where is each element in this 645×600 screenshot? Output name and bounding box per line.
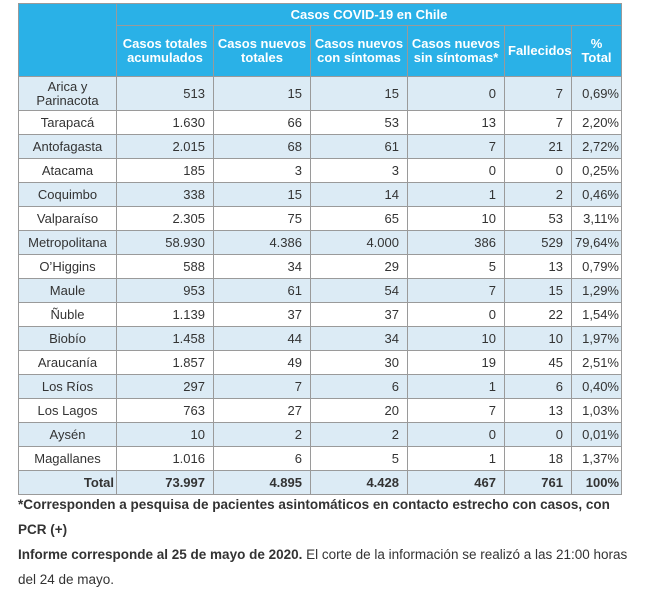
cell-pct: 79,64% xyxy=(572,231,622,255)
cell-pct: 0,79% xyxy=(572,255,622,279)
cell-fallecidos: 0 xyxy=(505,423,572,447)
cell-sin-sintomas: 0 xyxy=(408,159,505,183)
cell-pct: 2,20% xyxy=(572,111,622,135)
cell-sin-sintomas: 386 xyxy=(408,231,505,255)
region-name: Metropolitana xyxy=(19,231,117,255)
cell-acumulados: 338 xyxy=(117,183,214,207)
cell-sin-sintomas: 1 xyxy=(408,375,505,399)
region-name: Biobío xyxy=(19,327,117,351)
total-sin-sintomas: 467 xyxy=(408,471,505,495)
cell-con-sintomas: 37 xyxy=(311,303,408,327)
cell-acumulados: 588 xyxy=(117,255,214,279)
table-row xyxy=(19,183,622,207)
table-row xyxy=(19,303,622,327)
cell-con-sintomas: 53 xyxy=(311,111,408,135)
cell-con-sintomas: 3 xyxy=(311,159,408,183)
cell-acumulados: 10 xyxy=(117,423,214,447)
total-nuevos: 4.895 xyxy=(214,471,311,495)
table-row xyxy=(19,351,622,375)
cell-pct: 0,25% xyxy=(572,159,622,183)
region-name: Los Lagos xyxy=(19,399,117,423)
covid-table-container xyxy=(18,3,621,495)
table-row xyxy=(19,327,622,351)
cell-pct: 1,29% xyxy=(572,279,622,303)
table-title: Casos COVID-19 en Chile xyxy=(117,4,622,26)
cell-con-sintomas: 14 xyxy=(311,183,408,207)
cell-nuevos: 7 xyxy=(214,375,311,399)
cell-acumulados: 1.458 xyxy=(117,327,214,351)
cell-sin-sintomas: 0 xyxy=(408,423,505,447)
region-name: O’Higgins xyxy=(19,255,117,279)
cell-nuevos: 6 xyxy=(214,447,311,471)
region-name: Maule xyxy=(19,279,117,303)
cell-pct: 1,54% xyxy=(572,303,622,327)
region-name: Magallanes xyxy=(19,447,117,471)
cell-acumulados: 2.305 xyxy=(117,207,214,231)
cell-acumulados: 763 xyxy=(117,399,214,423)
cell-pct: 0,40% xyxy=(572,375,622,399)
cell-acumulados: 297 xyxy=(117,375,214,399)
region-name: Atacama xyxy=(19,159,117,183)
cell-fallecidos: 21 xyxy=(505,135,572,159)
cell-fallecidos: 10 xyxy=(505,327,572,351)
cell-fallecidos: 53 xyxy=(505,207,572,231)
cell-pct: 1,97% xyxy=(572,327,622,351)
cell-acumulados: 1.139 xyxy=(117,303,214,327)
cell-sin-sintomas: 7 xyxy=(408,399,505,423)
cell-nuevos: 2 xyxy=(214,423,311,447)
region-name: Los Ríos xyxy=(19,375,117,399)
table-row xyxy=(19,255,622,279)
total-fallecidos: 761 xyxy=(505,471,572,495)
cell-fallecidos: 22 xyxy=(505,303,572,327)
table-row xyxy=(19,77,622,111)
cell-pct: 0,01% xyxy=(572,423,622,447)
table-row xyxy=(19,399,622,423)
table-row xyxy=(19,279,622,303)
cell-fallecidos: 13 xyxy=(505,255,572,279)
report-date: Informe corresponde al 25 de mayo de 2020. xyxy=(18,547,303,562)
cell-fallecidos: 13 xyxy=(505,399,572,423)
cell-fallecidos: 7 xyxy=(505,77,572,111)
cell-nuevos: 15 xyxy=(214,183,311,207)
total-con-sintomas: 4.428 xyxy=(311,471,408,495)
cell-nuevos: 37 xyxy=(214,303,311,327)
cell-sin-sintomas: 5 xyxy=(408,255,505,279)
table-row xyxy=(19,447,622,471)
region-name: Tarapacá xyxy=(19,111,117,135)
covid-cases-table xyxy=(18,3,622,495)
cell-nuevos: 61 xyxy=(214,279,311,303)
header-sin-sintomas: Casos nuevos sin síntomas* xyxy=(408,26,505,77)
cell-con-sintomas: 5 xyxy=(311,447,408,471)
cell-fallecidos: 15 xyxy=(505,279,572,303)
cell-sin-sintomas: 0 xyxy=(408,303,505,327)
cell-pct: 2,51% xyxy=(572,351,622,375)
table-row xyxy=(19,423,622,447)
cell-sin-sintomas: 13 xyxy=(408,111,505,135)
cell-sin-sintomas: 10 xyxy=(408,327,505,351)
cell-acumulados: 1.857 xyxy=(117,351,214,375)
cell-fallecidos: 18 xyxy=(505,447,572,471)
cell-nuevos: 15 xyxy=(214,77,311,111)
cell-nuevos: 49 xyxy=(214,351,311,375)
cell-sin-sintomas: 1 xyxy=(408,447,505,471)
header-con-sintomas: Casos nuevos con síntomas xyxy=(311,26,408,77)
cell-con-sintomas: 34 xyxy=(311,327,408,351)
cell-sin-sintomas: 0 xyxy=(408,77,505,111)
cell-con-sintomas: 29 xyxy=(311,255,408,279)
table-row xyxy=(19,231,622,255)
cell-acumulados: 1.016 xyxy=(117,447,214,471)
region-name: Aysén xyxy=(19,423,117,447)
cell-nuevos: 68 xyxy=(214,135,311,159)
region-name: Coquimbo xyxy=(19,183,117,207)
cell-con-sintomas: 20 xyxy=(311,399,408,423)
table-row xyxy=(19,207,622,231)
cell-fallecidos: 0 xyxy=(505,159,572,183)
cell-pct: 1,03% xyxy=(572,399,622,423)
cell-fallecidos: 529 xyxy=(505,231,572,255)
cell-con-sintomas: 61 xyxy=(311,135,408,159)
cell-pct: 1,37% xyxy=(572,447,622,471)
cell-acumulados: 2.015 xyxy=(117,135,214,159)
cell-nuevos: 27 xyxy=(214,399,311,423)
cell-pct: 2,72% xyxy=(572,135,622,159)
cell-nuevos: 3 xyxy=(214,159,311,183)
cell-nuevos: 4.386 xyxy=(214,231,311,255)
region-name: Valparaíso xyxy=(19,207,117,231)
cell-acumulados: 185 xyxy=(117,159,214,183)
cell-nuevos: 44 xyxy=(214,327,311,351)
cell-fallecidos: 7 xyxy=(505,111,572,135)
cell-nuevos: 66 xyxy=(214,111,311,135)
cell-con-sintomas: 65 xyxy=(311,207,408,231)
region-name: Ñuble xyxy=(19,303,117,327)
header-acumulados: Casos totales acumulados xyxy=(117,26,214,77)
cell-fallecidos: 6 xyxy=(505,375,572,399)
total-label: Total xyxy=(19,471,117,495)
report-note xyxy=(18,542,628,592)
cell-pct: 0,46% xyxy=(572,183,622,207)
cell-fallecidos: 2 xyxy=(505,183,572,207)
header-pct-total: % Total xyxy=(572,26,622,77)
footnote: *Corresponden a pesquisa de pacientes asintomáticos en contacto estrecho con casos, con PCR (+) xyxy=(18,497,610,537)
region-name: Antofagasta xyxy=(19,135,117,159)
total-row xyxy=(19,471,622,495)
cell-sin-sintomas: 10 xyxy=(408,207,505,231)
cell-acumulados: 513 xyxy=(117,77,214,111)
cell-con-sintomas: 30 xyxy=(311,351,408,375)
table-row xyxy=(19,159,622,183)
region-name: Arica y Parinacota xyxy=(19,77,117,111)
cell-acumulados: 58.930 xyxy=(117,231,214,255)
cell-nuevos: 34 xyxy=(214,255,311,279)
table-row xyxy=(19,375,622,399)
cell-acumulados: 953 xyxy=(117,279,214,303)
cell-acumulados: 1.630 xyxy=(117,111,214,135)
table-row xyxy=(19,111,622,135)
cell-sin-sintomas: 1 xyxy=(408,183,505,207)
title-row xyxy=(19,4,622,26)
total-acumulados: 73.997 xyxy=(117,471,214,495)
table-row xyxy=(19,135,622,159)
cell-sin-sintomas: 19 xyxy=(408,351,505,375)
header-nuevos: Casos nuevos totales xyxy=(214,26,311,77)
cell-sin-sintomas: 7 xyxy=(408,135,505,159)
region-name: Araucanía xyxy=(19,351,117,375)
notes xyxy=(18,492,628,592)
report-cutoff: El corte de la información se realizó a las 21:00 horas del 24 de mayo. xyxy=(18,547,628,587)
header-fallecidos: Fallecidos xyxy=(505,26,572,77)
cell-pct: 0,69% xyxy=(572,77,622,111)
cell-con-sintomas: 6 xyxy=(311,375,408,399)
cell-con-sintomas: 4.000 xyxy=(311,231,408,255)
cell-pct: 3,11% xyxy=(572,207,622,231)
region-header-blank xyxy=(19,4,117,77)
cell-fallecidos: 45 xyxy=(505,351,572,375)
total-pct: 100% xyxy=(572,471,622,495)
cell-sin-sintomas: 7 xyxy=(408,279,505,303)
cell-con-sintomas: 54 xyxy=(311,279,408,303)
cell-nuevos: 75 xyxy=(214,207,311,231)
table-body xyxy=(19,77,622,495)
cell-con-sintomas: 15 xyxy=(311,77,408,111)
cell-con-sintomas: 2 xyxy=(311,423,408,447)
